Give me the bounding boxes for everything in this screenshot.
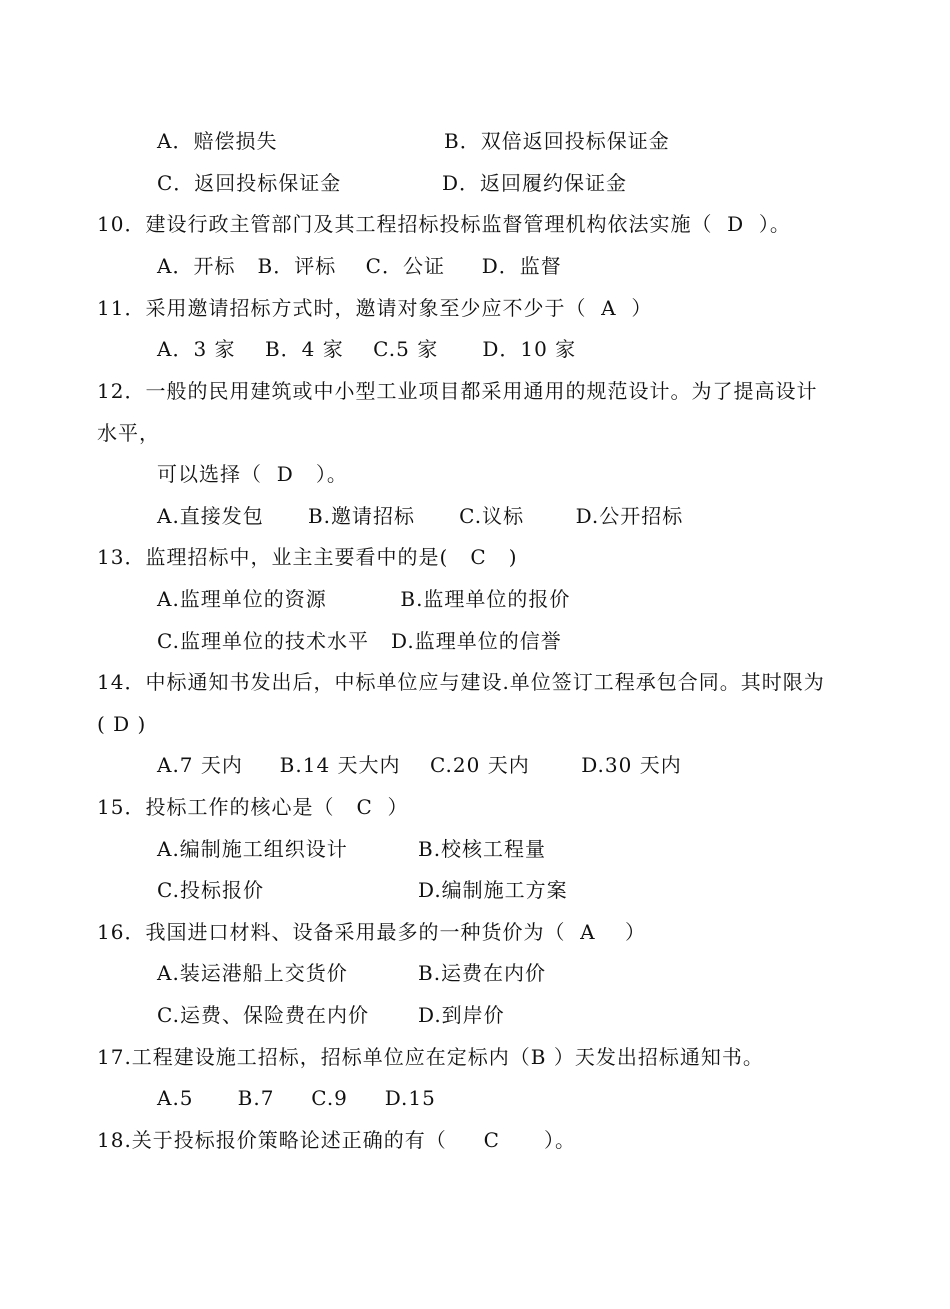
options-17: A.5 B.7 C.9 D.15 [157, 1086, 436, 1110]
question-16: 16．我国进口材料、设备采用最多的一种货价为（ A ） [97, 920, 647, 944]
question-17: 17.工程建设施工招标，招标单位应在定标内（B ）天发出招标通知书。 [97, 1045, 764, 1069]
options-13-row1: A.监理单位的资源 B.监理单位的报价 [157, 587, 571, 611]
question-12: 12．一般的民用建筑或中小型工业项目都采用通用的规范设计。为了提高设计 [97, 379, 818, 403]
option-15b: B.校核工程量 [418, 837, 547, 861]
option-9b: B．双倍返回投标保证金 [444, 129, 670, 153]
options-11: A．3 家 B．4 家 C.5 家 D．10 家 [157, 337, 577, 361]
option-16c: C.运费、保险费在内价 [157, 1003, 369, 1027]
question-13: 13．监理招标中，业主主要看中的是( C ) [97, 545, 518, 569]
question-14: 14．中标通知书发出后，中标单位应与建设.单位签订工程承包合同。其时限为 [97, 670, 825, 694]
option-16d: D.到岸价 [418, 1003, 505, 1027]
option-15a: A.编制施工组织设计 [157, 837, 348, 861]
option-16a: A.装运港船上交货价 [157, 961, 348, 985]
question-18: 18.关于投标报价策略论述正确的有（ C ）。 [97, 1128, 577, 1152]
question-15: 15．投标工作的核心是（ C ） [97, 795, 409, 819]
options-12: A.直接发包 B.邀请招标 C.议标 D.公开招标 [157, 504, 684, 528]
question-14-answer: ( D ) [97, 712, 147, 736]
option-9c: C．返回投标保证金 [157, 171, 342, 195]
question-10: 10．建设行政主管部门及其工程招标投标监督管理机构依法实施（ D ）。 [97, 212, 791, 236]
options-14: A.7 天内 B.14 天大内 C.20 天内 D.30 天内 [157, 753, 682, 777]
question-11: 11．采用邀请招标方式时，邀请对象至少应不少于（ A ） [97, 296, 653, 320]
options-13-row2: C.监理单位的技术水平 D.监理单位的信誉 [157, 629, 562, 653]
question-12-answer: 可以选择（ D ）。 [157, 462, 348, 486]
question-12-cont: 水平， [97, 421, 160, 445]
option-9a: A．赔偿损失 [157, 129, 278, 153]
option-15d: D.编制施工方案 [418, 878, 568, 902]
option-15c: C.投标报价 [157, 878, 264, 902]
option-16b: B.运费在内价 [418, 961, 547, 985]
options-10: A．开标 B．评标 C．公证 D．监督 [157, 254, 562, 278]
option-9d: D．返回履约保证金 [442, 171, 628, 195]
